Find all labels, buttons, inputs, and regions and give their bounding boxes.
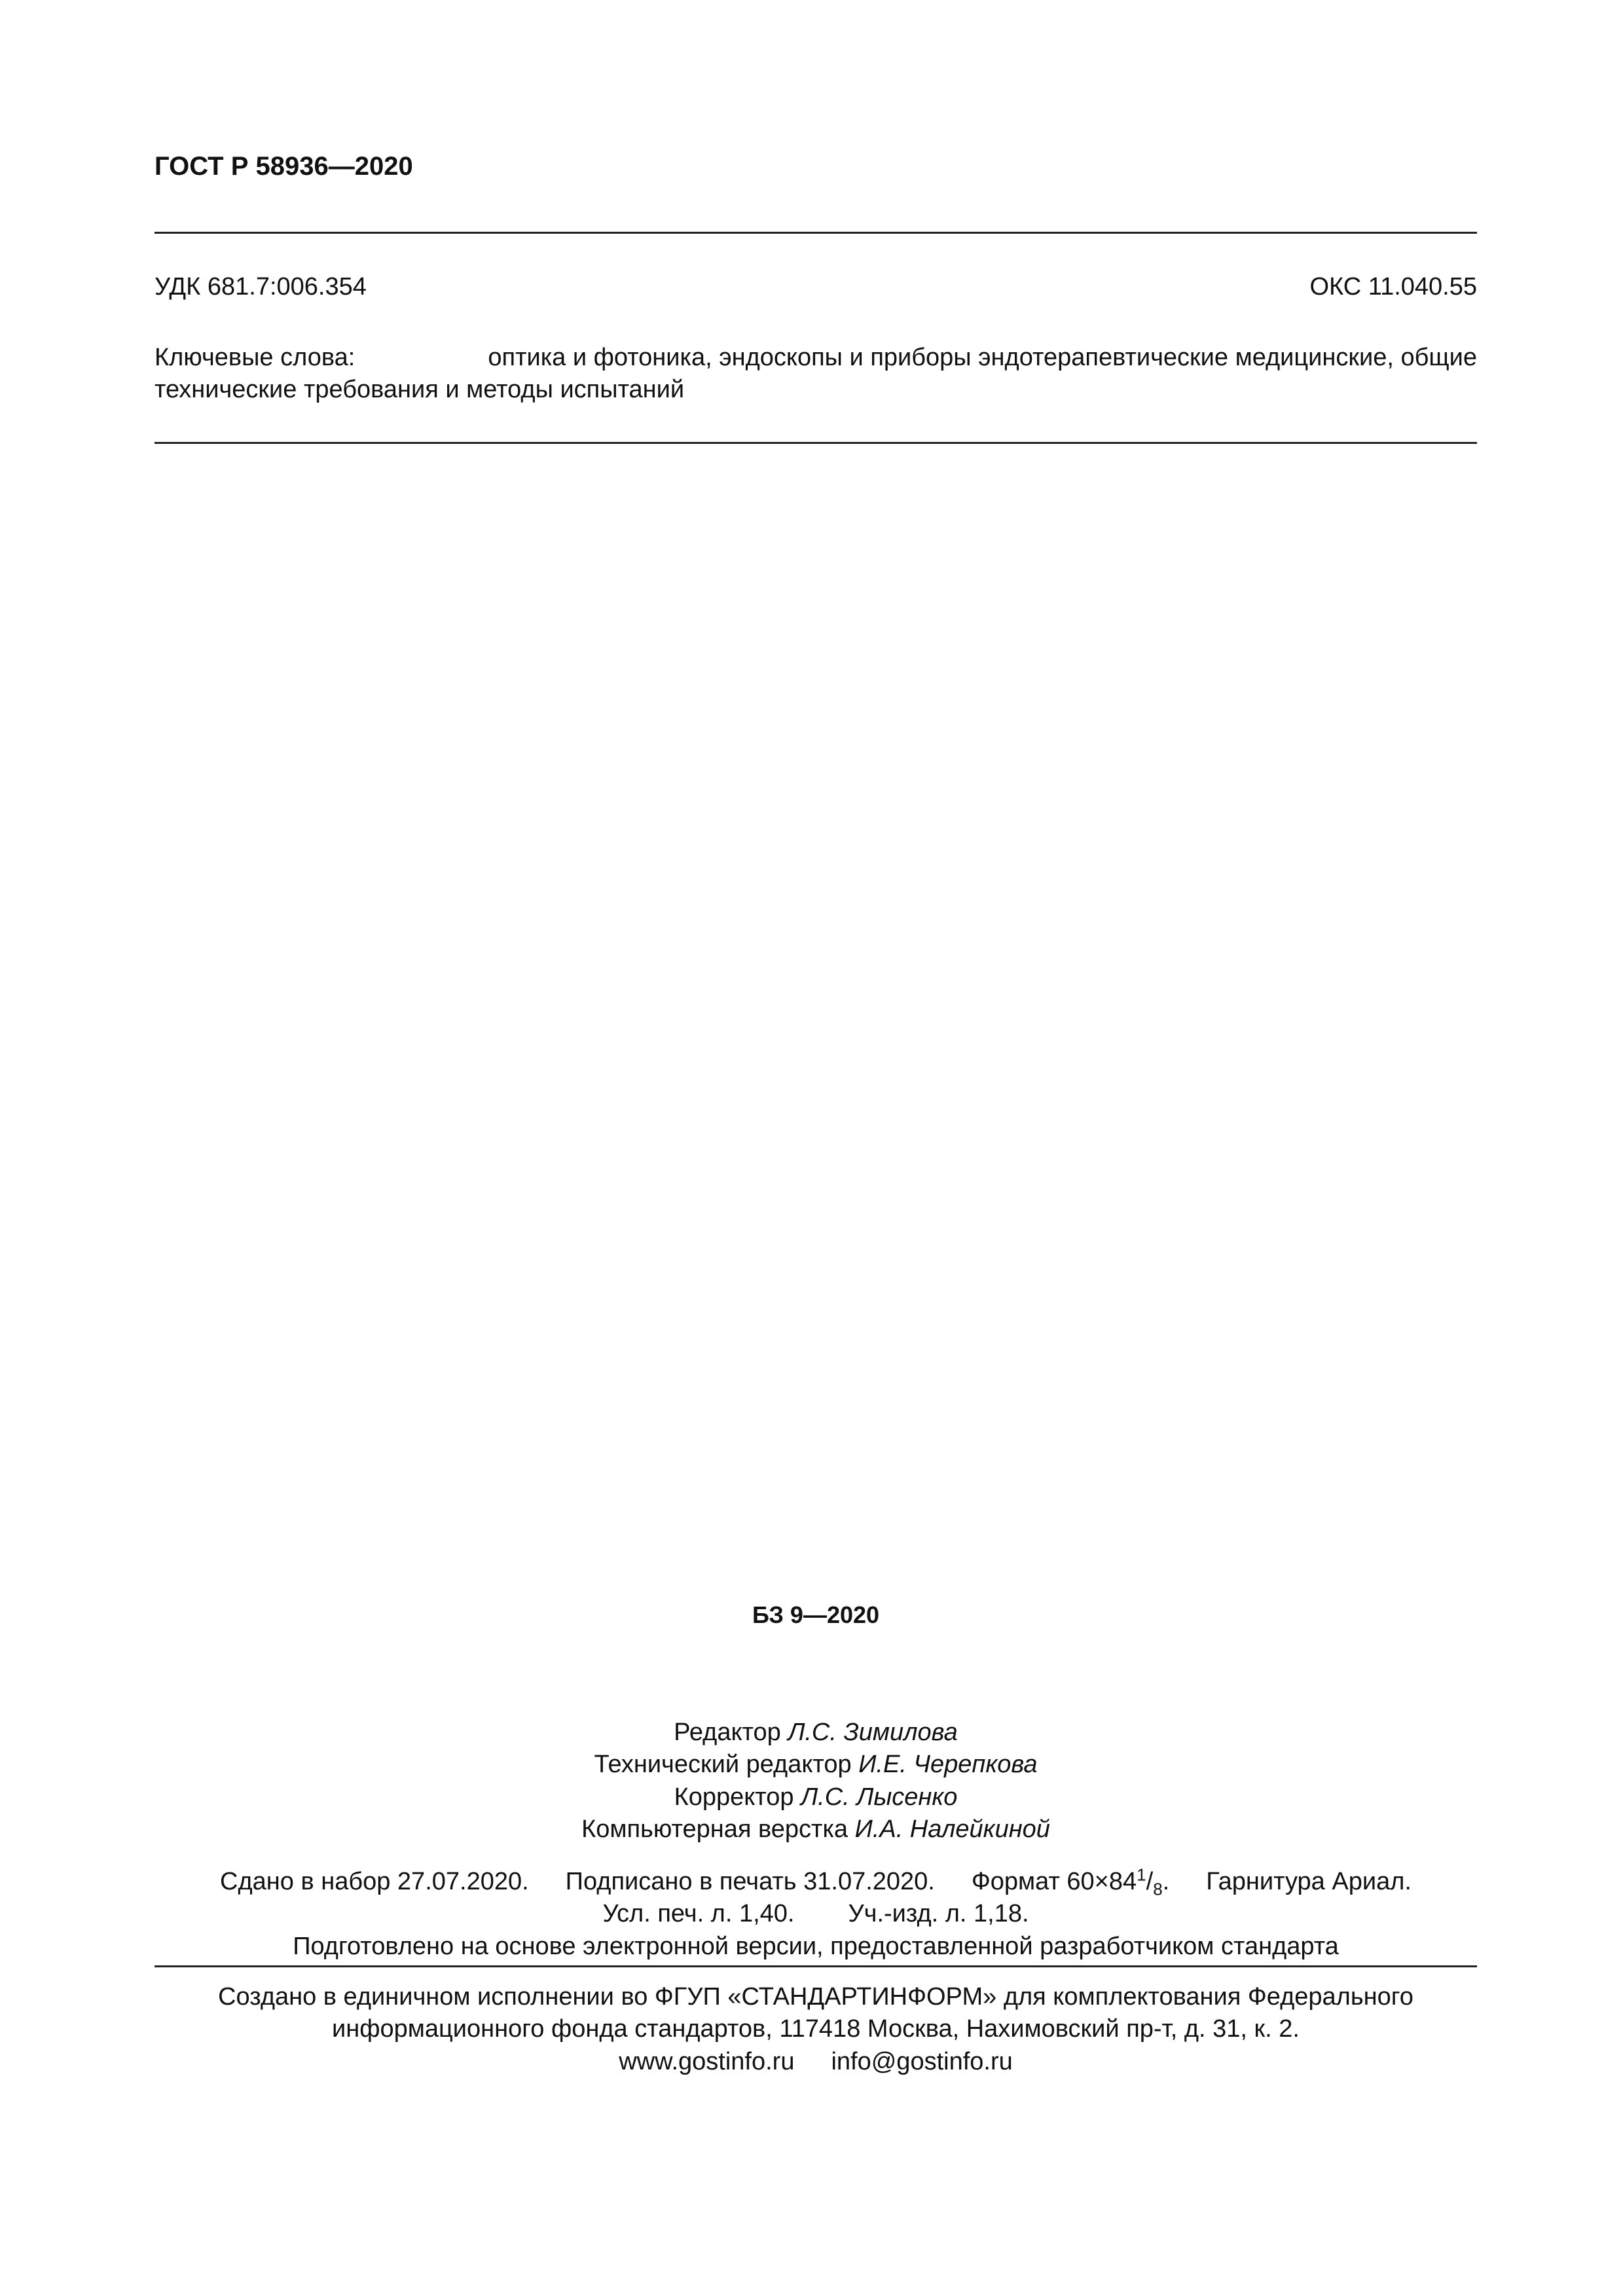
oks-value: 11.040.55 [1368,273,1477,301]
footer-line-2: информационного фонда стандартов, 117418 Москва, Нахимовский пр-т, д. 31, к. 2. [332,2015,1300,2043]
print-sheets: Усл. печ. л. 1,40. [602,1900,795,1928]
typeface: Гарнитура Ариал. [1206,1868,1412,1895]
footer-line-1: Создано в единичном исполнении во ФГУП «СТАНДАРТИНФОРМ» для комплектования Федерального [218,1983,1413,2011]
footer-links [155,2046,1477,2078]
prepared-note: Подготовлено на основе электронной версии, предоставленной разработчиком стандарта [293,1932,1339,1960]
bz-number: БЗ 9—2020 [752,1601,880,1628]
keywords-rule [155,442,1477,444]
top-rule [155,232,1477,234]
credit-role: Компьютерная верстка [581,1815,848,1844]
credit-person: И.А. Налейкиной [854,1815,1050,1844]
credit-person: Л.С. Зимилова [788,1719,958,1746]
footer-rule [155,1965,1477,1967]
footer [155,1981,1477,2078]
udk-label: УДК [155,273,201,301]
credit-role: Редактор [674,1719,781,1746]
keywords-line-1 [155,342,1477,374]
udk-value: 681.7:006.354 [207,273,367,301]
keywords-text-2: технические требования и методы испытаний [155,376,685,404]
website-link[interactable]: www.gostinfo.ru [619,2047,795,2075]
print-info [155,1866,1477,1963]
oks [1309,271,1477,303]
credit-person: И.Е. Черепкова [858,1751,1038,1779]
signed-date: Подписано в печать 31.07.2020. [565,1868,935,1895]
credits [155,1717,1477,1846]
oks-label: ОКС [1309,273,1362,301]
submitted-date: Сдано в набор 27.07.2020. [220,1868,529,1895]
print-info-line-1 [155,1866,1477,1898]
keywords-text-1: оптика и фотоника, эндоскопы и приборы эндотерапевтические медицинские, общие [488,344,1477,371]
publishing-sheets: Уч.-изд. л. 1,18. [848,1900,1029,1928]
credit-tech-editor [155,1749,1477,1781]
keywords-label: Ключевые слова: [155,344,356,371]
print-info-line-2 [155,1898,1477,1930]
credit-layout [155,1813,1477,1846]
credit-editor [155,1717,1477,1749]
credit-role: Корректор [674,1783,794,1811]
keywords [155,342,1477,407]
credit-role: Технический редактор [594,1751,852,1779]
document-code: ГОСТ Р 58936—2020 [155,152,413,181]
credit-proofreader [155,1781,1477,1813]
email-link[interactable]: info@gostinfo.ru [831,2047,1013,2075]
credit-person: Л.С. Лысенко [801,1783,958,1811]
paper-format: Формат $60\times 84^1/_8$. [971,1865,1170,1899]
udk [155,271,367,303]
